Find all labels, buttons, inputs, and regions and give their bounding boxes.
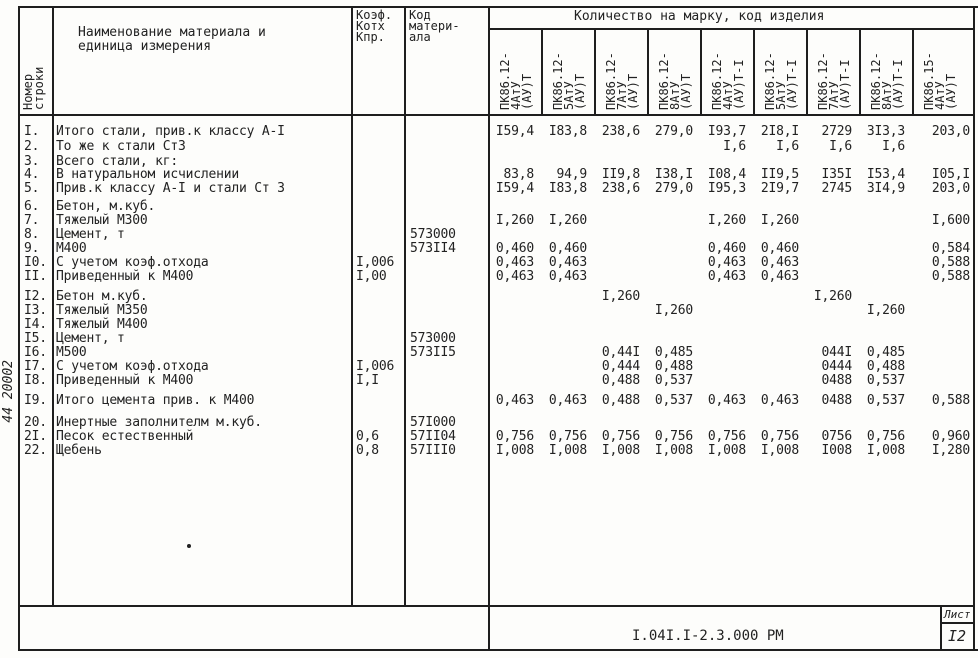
quantity-subheader-line (488, 28, 975, 30)
sub-col-line-1 (541, 28, 543, 114)
quantity-cell: 0,485 (866, 345, 905, 360)
table-row (0, 214, 978, 229)
row-number: I3. (24, 303, 47, 318)
quantity-cell: 0,488 (654, 359, 693, 374)
quantity-cell: 0,756 (866, 429, 905, 444)
quantity-cell: 2I8,I (760, 124, 799, 139)
quantity-cell: 0,488 (601, 373, 640, 388)
frame-bottom (18, 649, 978, 651)
coef-value: I,006 (356, 255, 395, 270)
quantity-cell: 0,463 (707, 255, 746, 270)
row-number: 9. (24, 241, 40, 256)
quantity-cell: 0,44I (601, 345, 640, 360)
quantity-cell: 0,460 (548, 241, 587, 256)
quantity-cell: 0,756 (548, 429, 587, 444)
quantity-cell: 0,588 (931, 269, 970, 284)
quantity-cell: 0,537 (866, 373, 905, 388)
coef-value: 0,6 (356, 429, 379, 444)
quantity-cell: 203,0 (931, 124, 970, 139)
row-number: I2. (24, 289, 47, 304)
quantity-cell: 0488 (821, 373, 852, 388)
material-name: Тяжелый М400 (56, 317, 148, 332)
quantity-cell: 0,537 (654, 393, 693, 408)
quantity-cell: 279,0 (654, 181, 693, 196)
quantity-cell: 0,463 (707, 393, 746, 408)
quantity-cell: 0,537 (866, 393, 905, 408)
quantity-cell: I,008 (495, 443, 534, 458)
quantity-cell: 238,6 (601, 124, 640, 139)
table-row (0, 270, 978, 285)
quantity-cell: 0,488 (866, 359, 905, 374)
quantity-cell: 0,960 (931, 429, 970, 444)
quantity-cell: I83,8 (548, 124, 587, 139)
quantity-cell: 0,488 (601, 393, 640, 408)
quantity-cell: 2I9,7 (760, 181, 799, 196)
quantity-cell: I83,8 (548, 181, 587, 196)
row-number: 5. (24, 181, 40, 196)
title-block-divider (940, 605, 942, 649)
header-product-3: ПК86.12- 7АтУ (АУ)Т (604, 52, 640, 110)
row-number: 2I. (24, 429, 47, 444)
table-row (0, 140, 978, 155)
material-name: М400 (56, 241, 87, 256)
sub-col-line-5 (753, 28, 755, 114)
quantity-cell: I,260 (548, 213, 587, 228)
quantity-cell: 0,537 (654, 373, 693, 388)
quantity-cell: 0,584 (931, 241, 970, 256)
row-number: I9. (24, 393, 47, 408)
table-row (0, 228, 978, 243)
quantity-cell: 0,756 (654, 429, 693, 444)
material-name: Итого стали, прив.к классу А-I (56, 124, 285, 139)
quantity-cell: I,008 (654, 443, 693, 458)
title-block-sheet-line (940, 622, 975, 624)
quantity-cell: I05,I (931, 167, 970, 182)
table-row (0, 125, 978, 140)
header-code: Код матери- ала (409, 8, 460, 44)
quantity-cell: 0,444 (601, 359, 640, 374)
material-name: Тяжелый М300 (56, 213, 148, 228)
material-name: Тяжелый М350 (56, 303, 148, 318)
quantity-cell: 3I3,3 (866, 124, 905, 139)
row-number: 6. (24, 199, 40, 214)
quantity-cell: 2729 (821, 124, 852, 139)
quantity-cell: 83,8 (503, 167, 534, 182)
material-name: Всего стали, кг: (56, 154, 179, 169)
table-row (0, 374, 978, 389)
material-code: 57II04 (410, 429, 456, 444)
sheet-number: I2 (948, 627, 967, 645)
header-bottom-line (18, 114, 975, 116)
sub-col-line-6 (806, 28, 808, 114)
quantity-cell: 0,588 (931, 255, 970, 270)
quantity-cell: 0,463 (495, 255, 534, 270)
sub-col-line-2 (594, 28, 596, 114)
row-number: I8. (24, 373, 47, 388)
quantity-cell: 0444 (821, 359, 852, 374)
material-name: В натуральном исчислении (56, 167, 240, 182)
row-number: II. (24, 269, 47, 284)
row-number: I6. (24, 345, 47, 360)
header-product-1: ПК86.12- 4АтУ (АУ)Т (498, 52, 534, 110)
material-code: 57III0 (410, 443, 456, 458)
coef-value: I,00 (356, 269, 387, 284)
header-product-8: ПК86.12- 8АтУ (АУ)Т-I (869, 52, 905, 110)
quantity-cell: II9,8 (601, 167, 640, 182)
row-number: 20. (24, 415, 47, 430)
quantity-cell: I35I (821, 167, 852, 182)
quantity-cell: 0,463 (548, 255, 587, 270)
material-code: 573II5 (410, 345, 456, 360)
quantity-cell: 0,460 (495, 241, 534, 256)
material-name: Прив.к классу А-I и стали Ст 3 (56, 181, 285, 196)
quantity-cell: I,008 (760, 443, 799, 458)
quantity-cell: 044I (821, 345, 852, 360)
sub-col-line-8 (912, 28, 914, 114)
row-number: I5. (24, 331, 47, 346)
quantity-cell: 0,463 (760, 269, 799, 284)
quantity-cell: I,260 (654, 303, 693, 318)
quantity-cell: I,280 (931, 443, 970, 458)
quantity-cell: 0,485 (654, 345, 693, 360)
material-name: Щебень (56, 443, 102, 458)
quantity-cell: I,260 (866, 303, 905, 318)
quantity-cell: 0,463 (548, 393, 587, 408)
material-name: Бетон, м.куб. (56, 199, 156, 214)
quantity-cell: 0,460 (760, 241, 799, 256)
quantity-cell: 0,463 (760, 393, 799, 408)
material-name: Цемент, т (56, 331, 125, 346)
quantity-cell: I,600 (931, 213, 970, 228)
quantity-cell: 3I4,9 (866, 181, 905, 196)
quantity-cell: I38,I (654, 167, 693, 182)
coef-value: I,I (356, 373, 379, 388)
quantity-cell: 0,463 (495, 393, 534, 408)
quantity-cell: I,260 (813, 289, 852, 304)
material-name: Приведенный к М400 (56, 373, 194, 388)
quantity-cell: 0,756 (707, 429, 746, 444)
header-quantity: Количество на марку, код изделия (574, 9, 825, 24)
quantity-cell: 238,6 (601, 181, 640, 196)
material-code: 573II4 (410, 241, 456, 256)
row-number: I. (24, 124, 40, 139)
quantity-cell: 0,463 (495, 269, 534, 284)
table-row (0, 182, 978, 197)
quantity-cell: 0488 (821, 393, 852, 408)
quantity-cell: I93,7 (707, 124, 746, 139)
header-product-5: ПК86.12- 4АтУ (АУ)Т-I (710, 52, 746, 110)
sub-col-line-7 (859, 28, 861, 114)
quantity-cell: 203,0 (931, 181, 970, 196)
quantity-cell: I53,4 (866, 167, 905, 182)
quantity-cell: I,260 (601, 289, 640, 304)
quantity-cell: 0,463 (707, 269, 746, 284)
quantity-cell: I,6 (776, 139, 799, 154)
row-number: 22. (24, 443, 47, 458)
quantity-cell: I,6 (882, 139, 905, 154)
quantity-cell: 0,756 (601, 429, 640, 444)
quantity-cell: I,260 (707, 213, 746, 228)
material-code: 57I000 (410, 415, 456, 430)
header-product-4: ПК86.12- 8АтУ (АУ)Т (657, 52, 693, 110)
quantity-cell: 279,0 (654, 124, 693, 139)
quantity-cell: 0,756 (495, 429, 534, 444)
quantity-cell: I59,4 (495, 124, 534, 139)
quantity-cell: I,008 (866, 443, 905, 458)
quantity-cell: I,008 (548, 443, 587, 458)
header-product-7: ПК86.12- 7АтУ (АУ)Т-I (816, 52, 852, 110)
footer-top-line (18, 605, 975, 607)
material-name: Цемент, т (56, 227, 125, 242)
material-name: Итого цемента прив. к М400 (56, 393, 255, 408)
quantity-cell: 0,756 (760, 429, 799, 444)
quantity-cell: I59,4 (495, 181, 534, 196)
quantity-cell: 0,460 (707, 241, 746, 256)
material-name: Песок естественный (56, 429, 194, 444)
header-product-2: ПК86.12- 5АтУ (АУ)Т (551, 52, 587, 110)
frame-top (18, 6, 978, 8)
quantity-cell: 2745 (821, 181, 852, 196)
sub-col-line-3 (647, 28, 649, 114)
quantity-cell: I008 (821, 443, 852, 458)
header-product-6: ПК86.12- 5АтУ (АУ)Т-I (763, 52, 799, 110)
coef-value: 0,8 (356, 443, 379, 458)
material-name: Инертные заполнителм м.куб. (56, 415, 262, 430)
material-name: С учетом коэф.отхода (56, 359, 209, 374)
document-code: I.04I.I-2.3.000 РМ (632, 628, 784, 644)
row-number: I7. (24, 359, 47, 374)
header-product-9: ПК86.15- 4АтУ (АУ)Т (922, 52, 958, 110)
quantity-cell: 0,463 (548, 269, 587, 284)
quantity-cell: I,008 (601, 443, 640, 458)
table-row (0, 318, 978, 333)
material-name: Приведенный к М400 (56, 269, 194, 284)
material-code: 573000 (410, 227, 456, 242)
header-material-name: Наименование материала и единица измерения (78, 25, 266, 54)
sub-col-line-4 (700, 28, 702, 114)
quantity-cell: I,6 (723, 139, 746, 154)
quantity-cell: 94,9 (556, 167, 587, 182)
quantity-cell: I,260 (495, 213, 534, 228)
quantity-cell: I95,3 (707, 181, 746, 196)
material-name: То же к стали Ст3 (56, 139, 186, 154)
table-row (0, 394, 978, 409)
quantity-cell: I08,4 (707, 167, 746, 182)
row-number: I0. (24, 255, 47, 270)
quantity-cell: 0,463 (760, 255, 799, 270)
table-row (0, 444, 978, 459)
material-code: 573000 (410, 331, 456, 346)
coef-value: I,006 (356, 359, 395, 374)
quantity-cell: I,260 (760, 213, 799, 228)
row-number: 8. (24, 227, 40, 242)
row-number: I4. (24, 317, 47, 332)
row-number: 2. (24, 139, 40, 154)
quantity-cell: 0,588 (931, 393, 970, 408)
row-number: 7. (24, 213, 40, 228)
quantity-cell: I,6 (829, 139, 852, 154)
margin-note: 44 20002 (1, 360, 16, 423)
ink-dot (187, 544, 191, 548)
material-name: С учетом коэф.отхода (56, 255, 209, 270)
quantity-cell: II9,5 (760, 167, 799, 182)
header-row-number: Номер строки (21, 66, 46, 110)
material-name: Бетон м.куб. (56, 289, 148, 304)
quantity-cell: I,008 (707, 443, 746, 458)
quantity-cell: 0756 (821, 429, 852, 444)
row-number: 4. (24, 167, 40, 182)
row-number: 3. (24, 154, 40, 169)
sheet-label: Лист (944, 608, 971, 621)
header-coef: Коэф. Котх Кпр. (356, 8, 393, 44)
material-name: М500 (56, 345, 87, 360)
